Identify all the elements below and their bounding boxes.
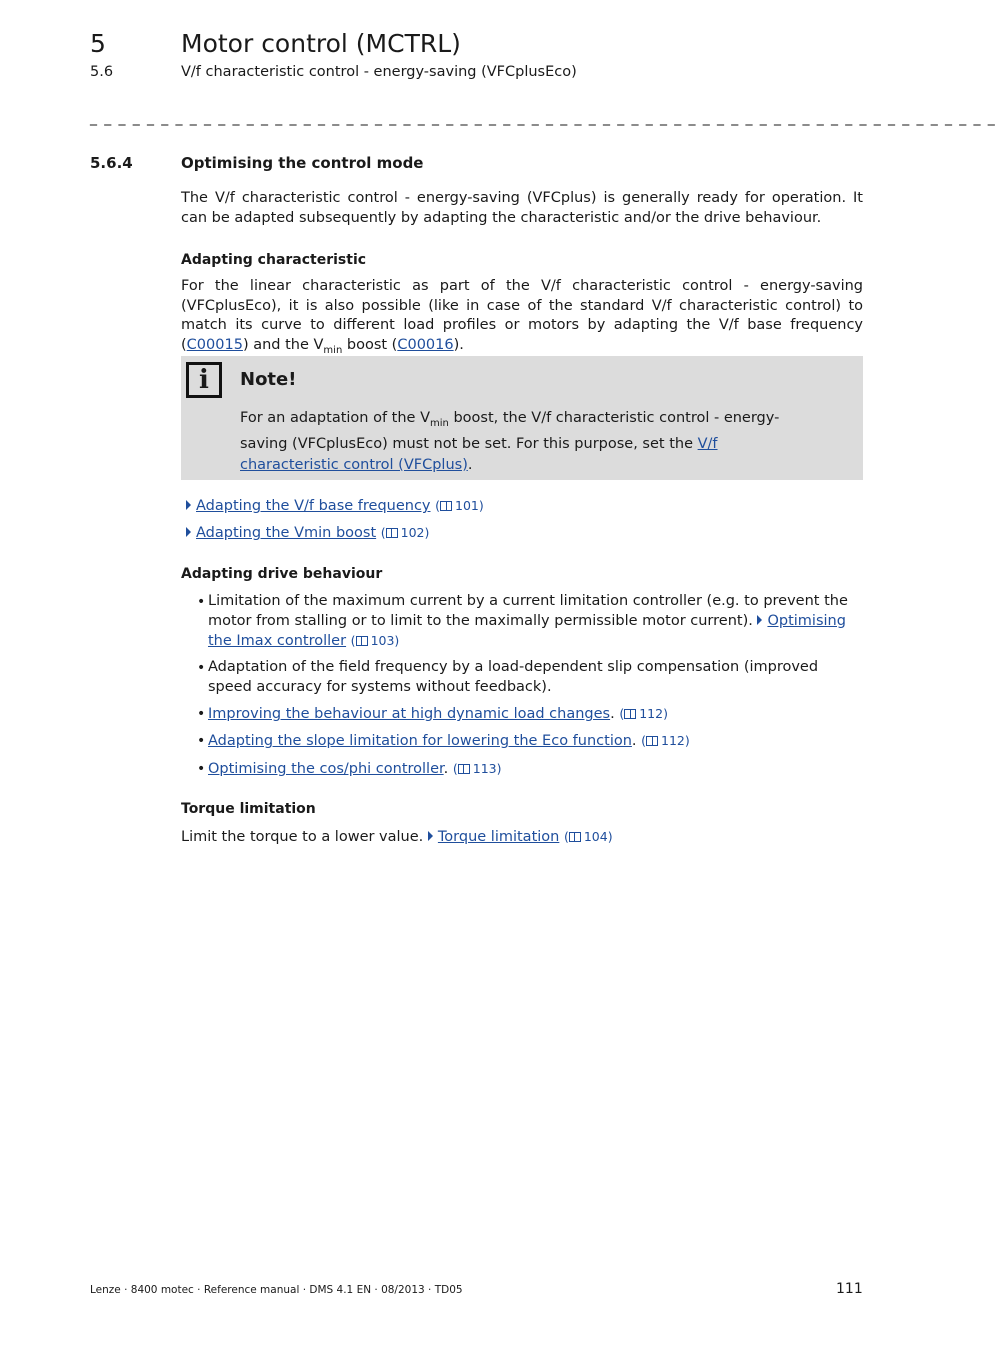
info-icon: i — [186, 362, 222, 398]
note-text-3: . — [467, 456, 473, 473]
page-ref: ( 112) — [619, 706, 668, 721]
link-cosphi-controller[interactable]: Optimising the cos/phi controller — [208, 761, 444, 777]
torque-text: Limit the torque to a lower value. — [181, 829, 428, 845]
link-adapting-vmin-boost[interactable]: Adapting the Vmin boost — [196, 525, 377, 541]
book-icon — [458, 764, 470, 774]
link-c00015[interactable]: C00015 — [186, 336, 243, 353]
book-icon — [440, 501, 452, 511]
note-text — [240, 408, 815, 476]
bullet-text-current-limitation — [208, 592, 863, 652]
page-ref: ( 112) — [641, 733, 690, 748]
link-vfcplus[interactable]: V/f characteristic control (VFCplus) — [240, 435, 718, 473]
note-text-2: boost, the V/f characteristic control - energy-saving (VFCplusEco) must not be set. For this purpose, set the — [240, 410, 780, 452]
page-ref: ( 113) — [452, 761, 502, 776]
bullet: • — [197, 733, 206, 749]
header-separator: _ _ _ _ _ _ _ _ _ _ _ _ _ _ _ _ _ _ _ _ _ _ _ _ _ _ _ _ _ _ _ _ _ _ _ _ _ _ _ _ _ _ _ _ _ _ _ _ _ _ _ _ _ _ _ _ _ _ _ _ _ _ _ _ — [90, 110, 996, 126]
characteristic-text-3: boost ( — [342, 336, 398, 353]
bullet-item-cosphi: Optimising the cos/phi controller. ( 113) — [208, 761, 502, 777]
characteristic-text-1: For the linear characteristic as part of the V/f characteristic control - energy-saving (VFCplusEco), it is also possible (like in case of the standard V/f characteristic control) to match its curve to different load profiles or motors by adapting the V/f base frequency ( — [181, 278, 863, 353]
page-number-ref: 102 — [400, 525, 425, 540]
note-title: Note! — [240, 369, 297, 390]
bullet: • — [197, 660, 206, 676]
bullet-item-dynamic-load: Improving the behaviour at high dynamic load changes. ( 112) — [208, 706, 668, 722]
heading-torque-limitation: Torque limitation — [181, 801, 316, 817]
link-item-base-frequency[interactable] — [186, 496, 484, 516]
arrow-right-icon — [186, 527, 191, 537]
characteristic-text-4: ). — [453, 336, 464, 353]
torque-paragraph — [181, 827, 863, 848]
link-dynamic-load[interactable]: Improving the behaviour at high dynamic load changes — [208, 706, 611, 722]
characteristic-text-2: ) and the V — [242, 336, 324, 353]
chapter-number: 5 — [90, 29, 106, 58]
note-text-1: For an adaptation of the V — [240, 410, 430, 426]
bullet-item-slope-limitation: Adapting the slope limitation for lowering the Eco function. ( 112) — [208, 733, 690, 749]
footer-document-info: Lenze · 8400 motec · Reference manual · DMS 4.1 EN · 08/2013 · TD05 — [90, 1284, 463, 1296]
section-title: V/f characteristic control - energy-saving (VFCplusEco) — [181, 64, 577, 80]
link-c00016[interactable]: C00016 — [397, 336, 454, 353]
bullet-text-slip-compensation: Adaptation of the field frequency by a load-dependent slip compensation (improved speed accuracy for systems without feedback). — [208, 659, 819, 695]
link-adapting-base-frequency[interactable]: Adapting the V/f base frequency — [196, 498, 431, 514]
link-torque-limitation[interactable]: Torque limitation — [437, 829, 560, 845]
arrow-right-icon — [428, 831, 433, 841]
link-item-vmin-boost[interactable] — [186, 523, 429, 543]
bullet: • — [197, 761, 206, 777]
note-vmin-subscript: min — [430, 417, 449, 429]
page-ref: ( 104) — [563, 829, 613, 844]
subsection-title: Optimising the control mode — [181, 154, 424, 172]
page-number-ref: 104 — [583, 829, 608, 844]
heading-adapting-drive: Adapting drive behaviour — [181, 566, 383, 582]
subsection-number: 5.6.4 — [90, 154, 133, 172]
characteristic-paragraph — [181, 277, 863, 360]
chapter-title: Motor control (MCTRL) — [181, 29, 461, 58]
book-icon — [356, 636, 368, 646]
page-number-ref: 103 — [370, 633, 395, 648]
book-icon — [624, 709, 636, 719]
book-icon — [386, 528, 398, 538]
arrow-right-icon — [186, 500, 191, 510]
footer-page-number: 111 — [836, 1281, 863, 1297]
vmin-subscript: min — [323, 344, 343, 356]
page-ref: ( 102) — [380, 525, 430, 540]
bullet: • — [197, 594, 206, 610]
link-optimising-imax[interactable]: Optimising the Imax controller — [208, 612, 846, 649]
link-slope-limitation[interactable]: Adapting the slope limitation for lowering the Eco function — [208, 733, 632, 749]
bullet: • — [197, 706, 206, 722]
page-number-ref: 113 — [472, 761, 497, 776]
arrow-right-icon — [757, 615, 762, 625]
book-icon — [646, 736, 658, 746]
page-ref: ( 101) — [435, 498, 484, 513]
page-ref: ( 103) — [350, 633, 400, 648]
book-icon — [569, 832, 581, 842]
section-number: 5.6 — [90, 64, 114, 80]
page-number-ref: 112 — [639, 706, 664, 721]
bullet-1-text: Limitation of the maximum current by a current limitation controller (e.g. to prevent the motor from stalling or to limit to the maximally permissible motor current). — [208, 593, 848, 629]
intro-paragraph: The V/f characteristic control - energy-saving (VFCplus) is generally ready for operation. It can be adapted subsequently by adapting the characteristic and/or the drive behaviour. — [181, 190, 863, 226]
page-number-ref: 101 — [455, 498, 479, 513]
heading-adapting-characteristic: Adapting characteristic — [181, 252, 367, 268]
page-number-ref: 112 — [661, 733, 685, 748]
